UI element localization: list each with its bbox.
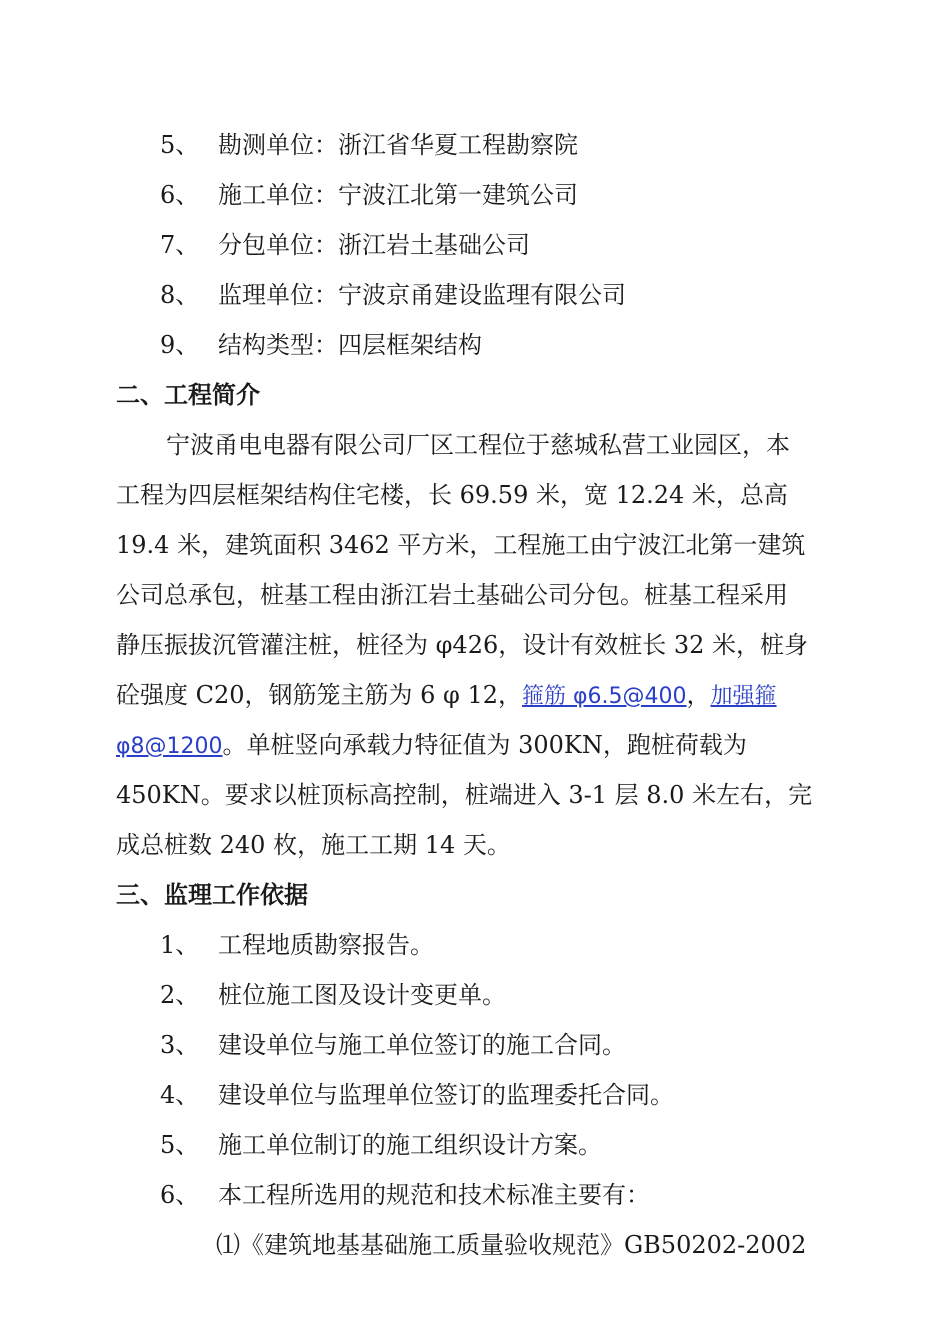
paragraph-line: 19.4 米，建筑面积 3462 平方米，工程施工由宁波江北第一建筑 [116,531,806,559]
item-number: 1、 [160,931,200,959]
item-text: 分包单位：浙江岩土基础公司 [218,231,530,259]
item-number: 6、 [160,181,200,209]
item-number: 7、 [160,231,200,259]
paragraph-line: 公司总承包，桩基工程由浙江岩土基础公司分包。桩基工程采用 [116,581,788,609]
item-text: 勘测单位：浙江省华夏工程勘察院 [218,131,578,159]
paragraph-line: 工程为四层框架结构住宅楼，长 69.59 米，宽 12.24 米，总高 [116,481,788,509]
paragraph-line: 宁波甬电电器有限公司厂区工程位于慈城私营工业园区，本 [166,431,790,459]
item-text: 本工程所选用的规范和技术标准主要有： [218,1181,650,1209]
list-item [160,1130,602,1160]
reinforcing-stirrup-link-cont[interactable]: φ8@1200 [116,734,223,759]
sub-list-item: ⑴《建筑地基基础施工质量验收规范》GB50202-2002 [216,1231,807,1259]
paragraph-text: 砼强度 C20，钢筋笼主筋为 6 φ 12， [116,681,523,709]
item-text: 施工单位：宁波江北第一建筑公司 [218,181,578,209]
item-number: 3、 [160,1031,200,1059]
list-item [160,980,506,1010]
separator: ， [686,681,711,709]
item-number: 5、 [160,1131,200,1159]
item-text: 施工单位制订的施工组织设计方案。 [218,1131,602,1159]
paragraph-line: 成总桩数 240 枚，施工工期 14 天。 [116,831,511,859]
item-number: 4、 [160,1081,200,1109]
paragraph-line [116,680,777,712]
item-text: 监理单位：宁波京甬建设监理有限公司 [218,281,626,309]
list-item [160,180,578,210]
item-number: 5、 [160,131,200,159]
stirrup-link[interactable]: 箍筋 φ6.5@400 [522,684,687,709]
item-text: 工程地质勘察报告。 [218,931,434,959]
list-item [160,930,434,960]
item-text: 结构类型：四层框架结构 [218,331,482,359]
list-item [160,1030,626,1060]
list-item [160,1080,674,1110]
item-number: 8、 [160,281,200,309]
section-heading: 二、工程简介 [116,380,260,409]
list-item [160,130,578,160]
paragraph-line: 静压振拔沉管灌注桩，桩径为 φ426，设计有效桩长 32 米，桩身 [116,631,809,659]
item-number: 2、 [160,981,200,1009]
reinforcing-stirrup-link[interactable]: 加强箍 [710,684,777,709]
section-heading: 三、监理工作依据 [116,880,308,909]
item-number: 6、 [160,1181,200,1209]
list-item [160,1180,650,1210]
item-text: 建设单位与施工单位签订的施工合同。 [218,1031,626,1059]
paragraph-line: 450KN。要求以桩顶标高控制，桩端进入 3-1 层 8.0 米左右，完 [116,781,813,809]
paragraph-line [116,730,747,762]
item-number: 9、 [160,331,200,359]
item-text: 桩位施工图及设计变更单。 [218,981,506,1009]
list-item [160,280,626,310]
list-item [160,330,482,360]
item-text: 建设单位与监理单位签订的监理委托合同。 [218,1081,674,1109]
list-item [160,230,530,260]
paragraph-text: 。单桩竖向承载力特征值为 300KN，跑桩荷载为 [222,731,747,759]
